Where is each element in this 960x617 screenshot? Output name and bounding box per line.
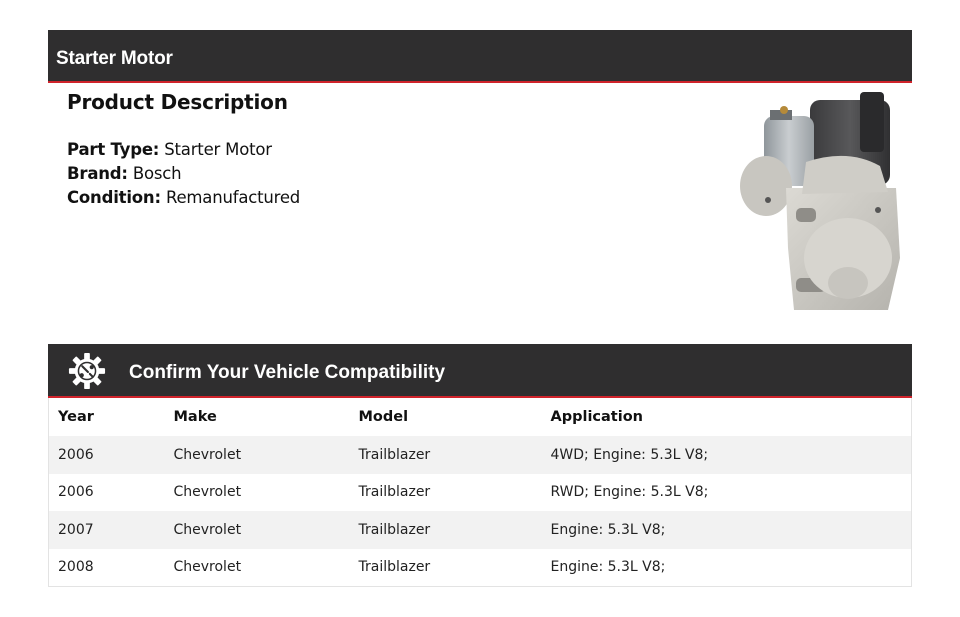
table-header-row [49, 398, 912, 436]
column-application: Application [550, 409, 643, 425]
column-make: Make [173, 409, 217, 425]
cell-model: Trailblazer [350, 436, 542, 474]
spec-condition: Condition: Remanufactured [67, 188, 301, 207]
spec-part-type: Part Type: Starter Motor [67, 140, 272, 159]
cell-model: Trailblazer [350, 474, 542, 512]
table-row [49, 549, 912, 587]
cell-year: 2006 [49, 436, 165, 474]
spec-brand: Brand: Bosch [67, 164, 182, 183]
cell-model: Trailblazer [350, 549, 542, 587]
product-title-bar [48, 30, 912, 83]
cell-application: Engine: 5.3L V8; [542, 511, 912, 549]
compatibility-title: Confirm Your Vehicle Compatibility [129, 362, 446, 383]
description-heading: Product Description [67, 90, 288, 114]
column-model: Model [358, 409, 409, 425]
product-image [728, 88, 910, 310]
product-description [67, 90, 667, 210]
table-row [49, 436, 912, 474]
gear-icon [68, 352, 106, 390]
cell-make: Chevrolet [165, 549, 350, 587]
cell-model: Trailblazer [350, 511, 542, 549]
cell-year: 2008 [49, 549, 165, 587]
cell-application: RWD; Engine: 5.3L V8; [542, 474, 912, 512]
compatibility-bar [48, 344, 912, 398]
cell-application: 4WD; Engine: 5.3L V8; [542, 436, 912, 474]
cell-year: 2007 [49, 511, 165, 549]
compatibility-table [48, 398, 912, 587]
cell-make: Chevrolet [165, 474, 350, 512]
table-row [49, 511, 912, 549]
column-year: Year [58, 409, 94, 425]
spec-list [67, 138, 667, 210]
cell-make: Chevrolet [165, 511, 350, 549]
cell-application: Engine: 5.3L V8; [542, 549, 912, 587]
cell-year: 2006 [49, 474, 165, 512]
cell-make: Chevrolet [165, 436, 350, 474]
product-title: Starter Motor [56, 48, 173, 69]
table-row [49, 474, 912, 512]
